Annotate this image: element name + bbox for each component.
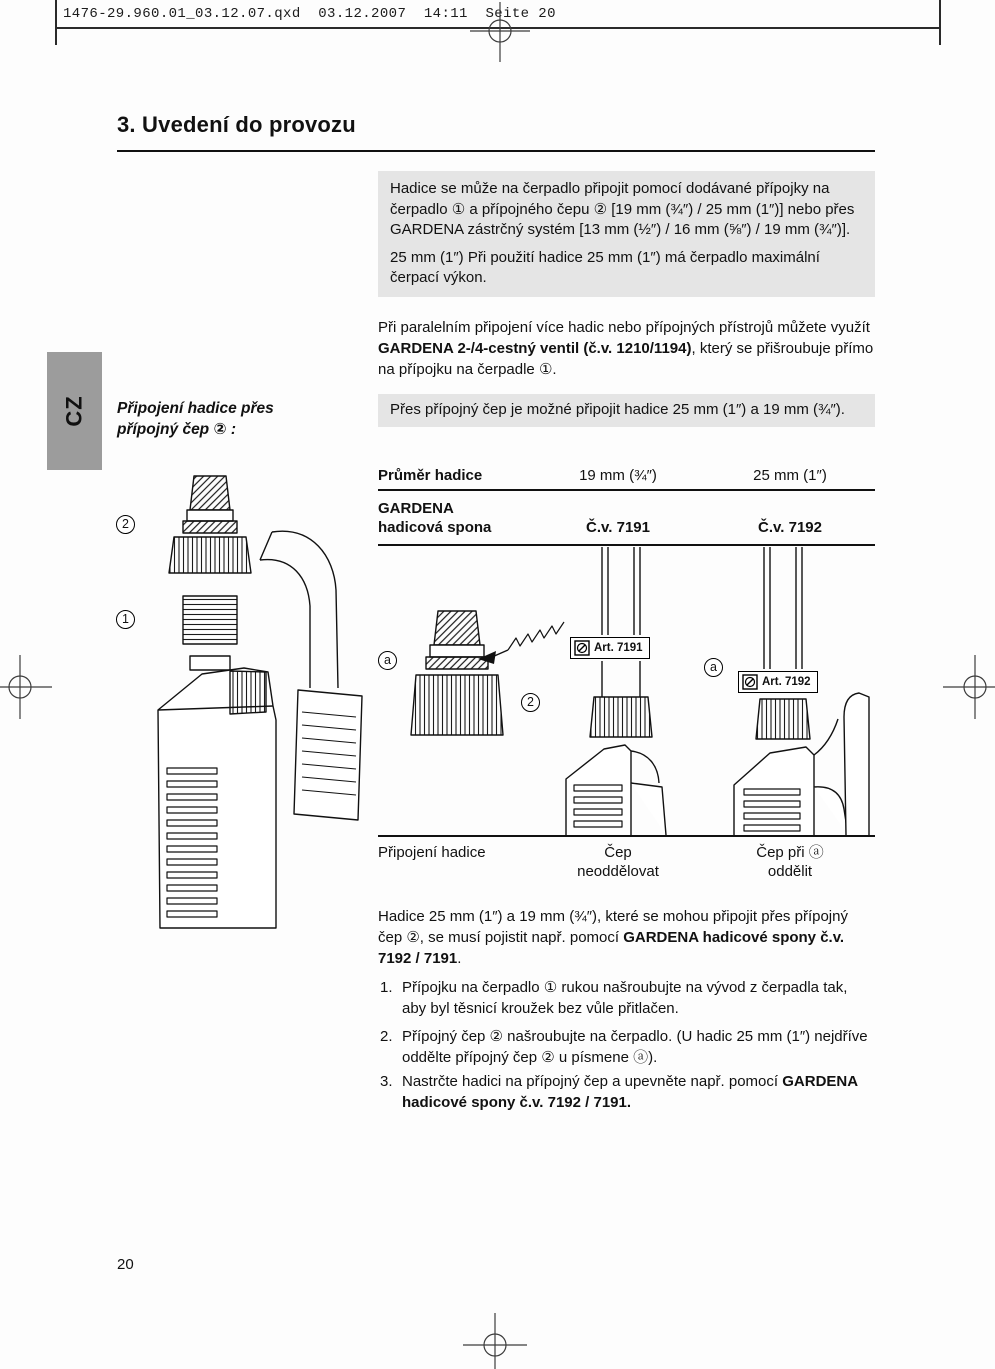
- art-7191-text: Art. 7191: [594, 642, 643, 654]
- hose-clamp-icon: [574, 640, 590, 656]
- table-value-cv7192: Č.v. 7192: [758, 519, 822, 536]
- table-header-clamp-line1: GARDENA: [378, 500, 454, 517]
- step-3-text: [402, 1071, 875, 1113]
- table-value-cv7191: Č.v. 7191: [586, 519, 650, 536]
- intro-note-box: [378, 171, 875, 297]
- art-7191-label: [570, 637, 650, 659]
- step-3-number: 3.: [380, 1073, 393, 1090]
- step-1-text: [402, 977, 875, 1019]
- pin-connection-box: Přes přípojný čep je možné připojit hadice 25 mm (1″) a 19 mm (¾″).: [378, 394, 875, 427]
- page-number: 20: [117, 1256, 134, 1273]
- registration-mark-top-icon: [470, 0, 530, 62]
- table-connect-19-line1: Čep: [604, 844, 632, 861]
- intro-paragraph-2: 25 mm (1″) Při použití hadice 25 mm (1″) má čerpadlo maximální čerpací výkon.: [390, 248, 820, 286]
- paragraph-text: , který se přišroubuje přímo na přípojku na čerpadle ①.: [378, 340, 874, 378]
- trim-mark-right: [939, 0, 941, 45]
- trim-mark-left: [55, 0, 57, 45]
- hose-clamp-icon: [742, 674, 758, 690]
- step-2-text: [402, 1026, 875, 1068]
- table-rule-3: [378, 835, 875, 837]
- paragraph-text: Přípojný čep ② našroubujte na čerpadlo. (U hadic 25 mm (1″) nejdříve oddělte přípojný čep ② u písmene ⓐ).: [402, 1028, 868, 1066]
- table-connect-19-line2: neoddělovat: [577, 863, 659, 880]
- registration-mark-right-icon: [943, 655, 995, 719]
- step-2-number: 2.: [380, 1028, 393, 1045]
- step-2: [378, 1026, 875, 1068]
- callout-2-badge: [116, 515, 135, 534]
- table-connect-25-line1: Čep při ⓐ: [756, 844, 824, 861]
- callout-a-badge-19mm: [378, 651, 397, 670]
- callout-2-label: 2: [122, 517, 129, 532]
- paragraph-text: Hadice 25 mm (1″) a 19 mm (¾″), které se mohou připojit přes přípojný čep ②, se musí pojistit např. pomocí: [378, 908, 848, 946]
- table-value-19mm: 19 mm (¾″): [579, 467, 657, 484]
- print-file-header: 1476-29.960.01_03.12.07.qxd 03.12.2007 14:11 Seite 20: [63, 6, 556, 22]
- page-title: 3. Uvedení do provozu: [117, 112, 356, 137]
- step-1-number: 1.: [380, 979, 393, 996]
- callout-2-label: 2: [527, 695, 534, 710]
- callout-a-label: a: [384, 653, 391, 668]
- art-7192-label: [738, 671, 818, 693]
- paragraph-text: Přípojku na čerpadlo ① rukou našroubujte na vývod z čerpadla tak, aby byl těsnicí kroužek bez vůle přitlačen.: [402, 979, 848, 1017]
- table-connect-25-line2: oddělit: [767, 863, 813, 880]
- parallel-connection-note: [378, 317, 875, 380]
- bold-product-text: GARDENA hadicové spony č.v. 7192 / 7191.: [402, 1073, 858, 1111]
- registration-mark-bottom-icon: [463, 1313, 527, 1369]
- bold-product-text: GARDENA hadicové spony č.v. 7192 / 7191: [378, 929, 845, 967]
- table-value-25mm: 25 mm (1″): [753, 467, 827, 484]
- table-header-clamp-line2: hadicová spona: [378, 519, 492, 536]
- callout-1-badge: [116, 610, 135, 629]
- paragraph-text: .: [457, 950, 462, 967]
- table-connect-label: Připojení hadice: [378, 844, 486, 861]
- bold-product-text: GARDENA 2-/4-cestný ventil (č.v. 1210/1194): [378, 340, 692, 357]
- callout-a-label: a: [710, 660, 717, 675]
- pump-adapter-illustration: [110, 468, 370, 940]
- step-3: [378, 1071, 875, 1113]
- paragraph-text: Při paralelním připojení více hadic nebo přípojných přístrojů můžete využít: [378, 319, 870, 336]
- callout-1-label: 1: [122, 612, 129, 627]
- title-rule: [117, 150, 875, 152]
- clamp-requirement-paragraph: [378, 906, 875, 969]
- step-1: [378, 977, 875, 1019]
- table-rule-1: [378, 489, 875, 491]
- callout-2-badge-diagram: [521, 693, 540, 712]
- paragraph-text: Nastrčte hadici na přípojný čep a upevněte např. pomocí: [402, 1073, 783, 1090]
- art-7192-text: Art. 7192: [762, 676, 811, 688]
- intro-paragraph-1: Hadice se může na čerpadlo připojit pomocí dodávané přípojky na čerpadlo ① a přípojného čepu ② [19 mm (¾″) / 25 mm (1″)] nebo přes GARDENA zástrčný systém [13 mm (½″) / 16 mm (⅝″) / 19 mm (¾″)].: [390, 180, 855, 238]
- registration-mark-left-icon: [0, 655, 52, 719]
- table-rule-2: [378, 544, 875, 546]
- side-caption: Připojení hadice přes přípojný čep ② :: [117, 400, 274, 438]
- language-tab: [47, 352, 102, 470]
- table-header-diameter: Průměr hadice: [378, 467, 483, 484]
- language-tab-label: CZ: [61, 395, 87, 427]
- callout-a-badge-25mm: [704, 658, 723, 677]
